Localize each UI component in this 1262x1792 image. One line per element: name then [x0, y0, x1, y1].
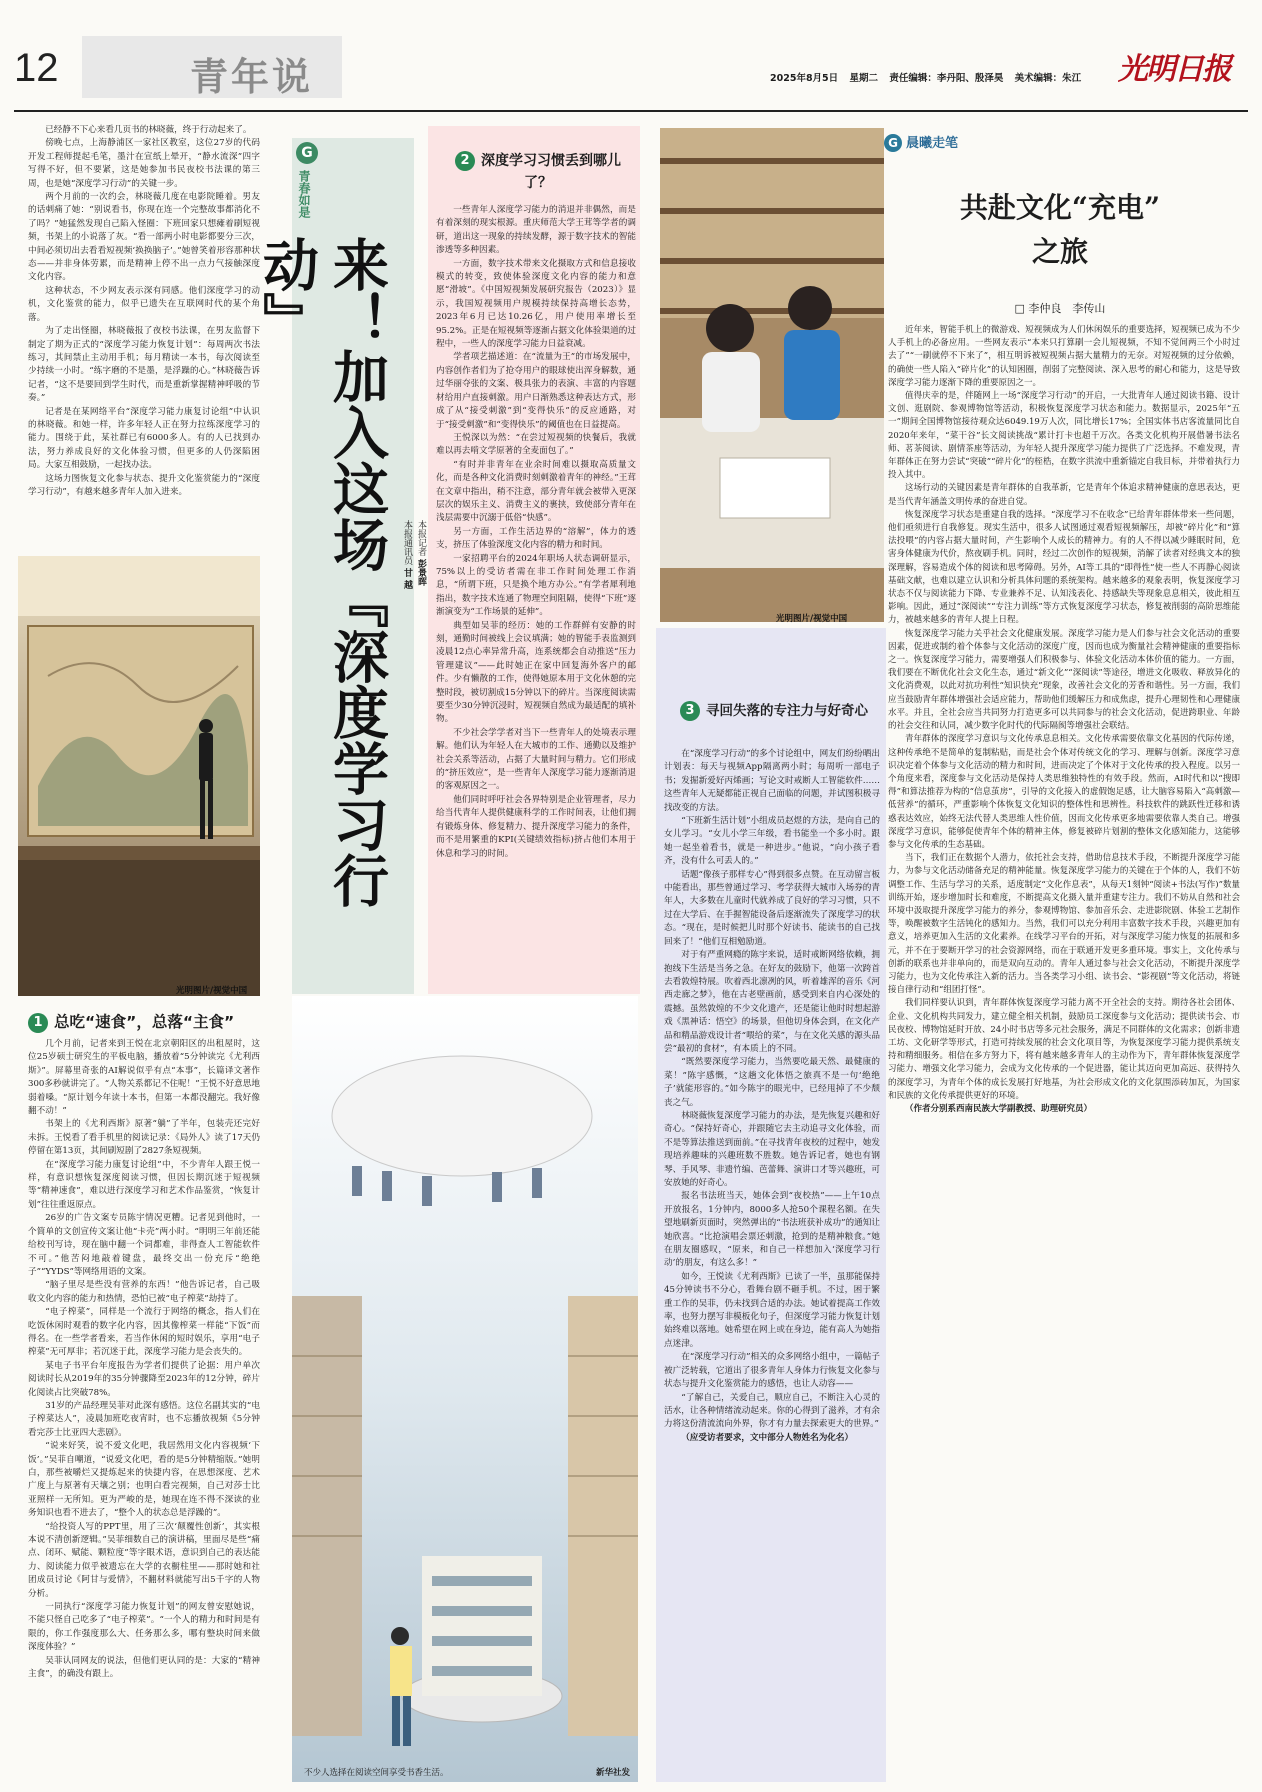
paragraph: 对于有严重网瘾的陈宇来说，适时戒断网络依赖，拥抱线下生活是当务之急。在好友的鼓励下，他第一次跨首去看敦煌特展。吹着西北凛冽的风，听着雄浑的音乐《河西走廊之梦》，他在古老壁画前，感受到来自内心深处的震撼。虽然敦煌的不少文化遗产，还是能让他时时想起游戏《黑神话：悟空》的场景，但他切身体会到，在文化产品和精品游戏设计者“喂给的菜”，与在文化关感的源头品尝“最初的食材”，有本质上的不同。 — [664, 950, 880, 1054]
subsection-title-3 — [676, 700, 872, 722]
paragraph: 书架上的《尤利西斯》原著“躺”了半年，包装壳还完好未拆。王悦看了看手机里的阅读记录：《局外人》读了17天仍停留在第13页，其间刷短剧了2827条短视频。 — [28, 1119, 260, 1157]
subsection-number: 3 — [680, 701, 700, 721]
subsection-title-1 — [28, 1010, 263, 1033]
paragraph: 26岁的广告文案专员陈宇情况更糟。记者见到他时，一个简单的文创宣传文案让他“卡壳”两小时。“明明三年前还能给校刊写诗，现在脑中翻一个词都难，非得查人工智能软件不可。”他苦闷地敲着键盘，最终交出一份充斥“绝绝子”“YYDS”等网络用语的文案。 — [28, 1213, 260, 1277]
article-section-1 — [28, 1038, 260, 1782]
paragraph: 吴菲认同网友的说法，但他们更认同的是：大家的“精神主食”，的确没有跟上。 — [28, 1655, 260, 1680]
paragraph: 恢复深度学习能力关乎社会文化健康发展。深度学习能力是人们参与社会文化活动的重要因素，促进或制约着个体参与文化活动的深度广度，因而也成为衡量社会精神健康的重要指标之一。恢复深度学习能力，需要增强人们积极参与、体验文化活动本体价值的能力。一方面，我们要在不断优化社会文化生态，通过“新文化”“深阅读”等途径，增进文化吸收、释放异化的文化消费观，以此对抗功利性“知识快充”现象，改善社会文化的芳香和谐性。另一方面，我们应当鼓励青年群体增强社会适应能力，帮助他们缓解压力和成焦虑，提升心理韧性和心理健康水平。并且，全社会应当共同努力打造更多可以共同参与的社会文化活动，促进跨职业、年龄的社会交往和认同，减少数字化时代的代际隔阂等增强社会联结。 — [888, 628, 1240, 732]
paragraph: “有时并非青年在业余时间难以摄取高质量文化，而是各种文化消费时刻刺激着青年的神经。”王茸在文章中指出，稍不注意，部分青年就会被带入更深层次的娱乐主义、消费主义的裹挟，致使部分青年在浅层需要中沉溺于低俗“快感”。 — [436, 459, 636, 524]
essay-title-line: 共赴文化“充电” — [959, 191, 1161, 224]
subsection-number: 1 — [28, 1013, 48, 1033]
byline-role: 本报记者 — [416, 520, 426, 556]
photo-credit: 新华社发 — [596, 1768, 631, 1778]
main-headline: 来！加入这场『深度学习行动』 — [254, 236, 390, 908]
paragraph: 值得庆幸的是，伴随网上一场“深度学习行动”的开启，一大批青年人通过阅读书籍、设计文创、逛剧院、参观博物馆等活动，积极恢复深度学习状态和能力。数据显示，2025年“五一”期间全国博物馆接待观众达6049.19万人次，同比增长17%；全国实体书店客流量同比自2020年来年，“菜干谷”长文阅读挑战“累计打卡也超千万次。各类文化机构开展借暑书法名师、茗茶阅读、剧情茶座等活动，为年轻人提升深度学习能力提供了广泛选择。不难发现，青年群体正在努力尝试“突破”“碎片化”的桎梏，在数字洪流中重新锚定自我目标，并带着执行力投入其中。 — [888, 391, 1240, 481]
article-section-3 — [664, 748, 880, 1778]
paragraph: 这种状态，不少网友表示深有同感。他们深度学习的动机，文化鉴赏的能力，似乎已遗失在互联网时代的某个角落。 — [28, 285, 260, 323]
paragraph: 在“深度学习行动”的多个讨论组中，网友们纷纷晒出计划表：每天与视频App隔离两小时；每周听一部电子书；发掘新爱好丙烯画；写论文时戒断人工智能软件……这些青年人无疑都能正视自己面临的问题，并试图积极寻找改变的方法。 — [664, 749, 880, 813]
newspaper-logo: 光明日报 — [1118, 52, 1230, 87]
byline-role: 本报通讯员 — [402, 520, 412, 565]
header-rule — [14, 110, 1248, 112]
photo-caption: 不少人选择在阅读空间享受书香生活。 — [304, 1768, 449, 1778]
essay-title — [890, 186, 1230, 274]
page-number: 12 — [14, 46, 59, 90]
paragraph: 记者是在某网络平台“深度学习能力康复讨论组”中认识的林晓薇。和她一样，许多年轻人正在努力拉练深度学习的能力。围绕于此，某社群已有6000多人。有的人已找到办法，努力养成良好的文化体验习惯，但更多的人仍深陷困局。大家互相鼓励，一起找办法。 — [28, 406, 260, 471]
paragraph: “电子榨菜”，同样是一个流行于网络的概念，指人们在吃饭休闲时观看的数字化内容，因其像榨菜一样能“下饭”而得名。在一些学者看来，若当作休闲的短时娱乐，享用“电子榨菜”无可厚非；若沉迷于此，深度学习能力是会丧失的。 — [28, 1307, 260, 1358]
subsection-heading: 寻回失落的专注力与好奇心 — [706, 703, 868, 719]
essay-authors: □ 李仲良 李传山 — [1014, 302, 1106, 315]
paragraph: “脑子里尽是些没有营养的东西！”他告诉记者，自己吸收文化内容的能力和热情，恐怕已被“电子榨菜”劫持了。 — [28, 1280, 260, 1304]
note: （作者分别系西南民族大学副教授、助理研究员） — [905, 1103, 1093, 1114]
subsection-title-2 — [448, 150, 628, 194]
paragraph: “给投资人写的PPT里，用了三次‘颠覆性创新’，其实根本说不清创新逻辑。”吴菲细数自己的演讲稿，里面尽是些“痛点、闭环、赋能、颗粒度”等字眼术语，意识到自己的表达能力、阅读能力似乎被遗忘在大学的衣橱柱里——那时她和社团成员讨论《阿甘与爱情》，不翻材料就能写出5千字的人物分析。 — [28, 1521, 260, 1599]
issue-weekday: 星期二 — [849, 73, 878, 84]
art-editor: 美术编辑：朱江 — [1014, 73, 1082, 84]
paragraph: 某电子书平台年度报告为学者们提供了论据：用户单次阅读时长从2019年的35分钟骤降至2023年的12分钟，碎片化阅读占比突破78%。 — [28, 1360, 260, 1398]
paragraph: “说来好笑，说不爱文化吧，我居然用文化内容视频‘下饭’。”吴菲自嘲道，“说爱文化吧，看的是5分钟精缩版。”她明白，那些被嚼烂又提炼起来的快捷内容，在思想深度、艺术广度上与原著有天壤之别；也明白看完视频，自己对莎士比亚照样一无所知。更为严峻的是，她现在连不得不深读的业务知识也看不进去了，“整个人的状态总是浮躁的”。 — [28, 1441, 260, 1519]
column-logo-icon: G — [296, 142, 318, 164]
paragraph: 31岁的产品经理吴菲对此深有感悟。这位名副其实的“电子榨菜达人”，凌晨加班吃夜宵时，也不忘播放视频《5分钟看完莎士比亚四大悲剧》。 — [28, 1400, 260, 1438]
paragraph: 不少社会学学者对当下一些青年人的处境表示理解。他们认为年轻人在大城市的工作、通勤以及维护社会关系等活动，占据了大量时间与精力。它们形成的“挤压效应”，是一些青年人深度学习能力逐渐消退的客观原因之一。 — [436, 727, 636, 792]
paragraph: 另一方面，工作生活边界的“溶解”，体力的透支，挤压了体验深度文化内容的精力和时间。 — [436, 526, 636, 551]
column-logo-icon: G — [884, 134, 902, 152]
essay-body — [888, 324, 1240, 1784]
paragraph: 报名书法班当天，她体会到“夜校热”——上午10点开放报名，1分钟内，8000多人抢50个课程名额。在失望地刷新页面时，突然弹出的“书法班获补成功”的通知让她欣喜。“比抢演唱会票还刺激，抢到的是精神粮食。”她在朋友圈感叹，“原来，和自己一样想加入‘深度学习行动’的朋友，有这么多！” — [664, 1191, 880, 1269]
paragraph: 典型如吴菲的经历：她的工作群鲜有安静的时刻，通勤时间被线上会议填满；她的智能手表监测到凌晨12点心率异常升高，连系统都会自动推送“压力管理建议”——此时她正在家中回复海外客户的邮件。少有懒散的工作，使得她原本用于文化休憩的完整时段，被切割成15分钟以下的碎片。当深度阅读需要至少30分钟沉浸时，短视频自然成为最适配的填补物。 — [436, 620, 636, 725]
article-intro — [28, 124, 260, 546]
paragraph: 林晓薇恢复深度学习能力的办法，是先恢复兴趣和好奇心。“保持好奇心，并跟随它去主动追寻文化体验，而不是等算法推送到面前。”在寻找青年夜校的过程中，她发现培养趣味的兴趣班数不胜数。她告诉记者，她也有钢琴、手风琴、非遗竹编、芭蕾舞、演讲口才等兴趣班，可安放她的好奇心。 — [664, 1110, 880, 1188]
paragraph: 王悦深以为然：“在尝过短视频的快餐后，我就难以再去啃文学原著的全麦面包了。” — [436, 432, 636, 457]
article-section-2 — [436, 204, 636, 988]
paragraph: 如今，王悦读《尤利西斯》已读了一半，虽那能保持45分钟读书不分心，看舞台剧不砸手机。不过，困于繁重工作的吴菲，仍未找到合适的办法。她试着提高工作效率，也努力摆写非模板化句子，但深度学习能力恢复计划始终难以落地。她希望在网上或在身边，能有高人为她指点迷津。 — [664, 1271, 880, 1349]
byline-name: 甘 越 — [402, 567, 412, 590]
photo-museum-visitor — [18, 556, 260, 996]
paragraph: 他们同时呼吁社会各界特别是企业管理者，尽力给当代青年人提供健康科学的工作时间表，让他们拥有锻炼身体、修复精力、提升深度学习能力的条件，而不是用繁重的KPI(关键绩效指标)挤占他们本用于休息和学习的时间。 — [436, 794, 636, 859]
subsection-heading: 总吃“速食”，总落“主食” — [54, 1013, 235, 1031]
paragraph: “既然要深度学习能力，当然要吃最天然、最健康的菜！”陈宇感慨，“这趟文化体悟之旅真不是一句‘绝绝子’就能形容的。”如今陈宇的眼光中，已经甩掉了不少颓丧之气。 — [664, 1057, 880, 1108]
paragraph: 学者项艺描述道：在“流量为王”的市场发展中，内容创作者们为了抢夺用户的眼球使出浑身解数，通过华丽夺张的文案、极具张力的表演、丰富的内容题材给用户直接刺激。用户日渐熟悉这种表达方式，形成了从“接受刺激”到“变得快乐”的反应通路，对于“接受刺激”和“变得快乐”的阈值也在日益提高。 — [436, 352, 636, 430]
subsection-heading: 深度学习习惯丢到哪儿了？ — [481, 153, 621, 191]
editors: 责任编辑：李丹阳、殷泽昊 — [889, 73, 1004, 84]
subsection-number: 2 — [455, 151, 475, 171]
photo-credit: 光明图片/视觉中国 — [176, 986, 248, 996]
paragraph: 一方面，数字技术带来文化摄取方式和信息接收模式的转变，致使体验深度文化内容的能力和意愿“滑坡”。《中国短视频发展研究报告（2023）》显示，我国短视频用户规模持续保持高增长态势，2023年6月已达10.26亿，用户使用率增长至95.2%。正是在短视频等逐渐占据文化体验渠道的过程中，一些人的深度学习能力日益衰减。 — [436, 258, 636, 350]
byline — [400, 520, 428, 990]
paragraph: 当下，我们正在数据个人潜力，依托社会支持，借助信息技术手段，不断提升深度学习能力，为参与文化活动储备充足的精神能量。恢复深度学习能力的关键在于个体的人，我们不妨调整工作、生活与学习的关系，适度制定“文化作息表”，从每天1刻钟“阅读+书法(写作)”数量训练开始，逐步增加时长和难度，不断提高文化摄入量并重建专注力。我们不妨从自然和社会环境中汲取提升深度学习能力的养分，参观博物馆、参加音乐会、走进影院剧、体验工艺制作等，唤醒被数字生活钝化的感知力。当然，我们可以充分利用丰富数字技术手段，兴趣更加有意义，培养更加入生活的文化素养。在线学习平台的开拓，对与深度学习能力恢复的拓展和多元，并不在于要断开学习的社会资源网络，而在于联通开发更多重环境。事实上，文化传承与创新的联系也并非单向的，而是双向互动的。青年人通过参与社会文化活动，不断提升深度学习能力，也为文化传承注入新的活力。当各类学习小组、读书会、“影视剧”等文化活动，将链接自律行动和“组团打怪”。 — [888, 853, 1240, 996]
paragraph: 青年群体的深度学习意识与文化传承息息相关。文化传承需要依靠文化基因的代际传递，这种传承绝不是简单的复制粘贴，而是社会个体对传统文化的学习、理解与创新。深度学习意识决定着个体参与文化活动的精力和时间，进而决定了个体对于文化传承的投入程度。以另一个角度来看，深度参与文化活动是保持人类思维独特性的有效手段。然而，AI时代和以“搜即得”和算法推荐为构的“信息茧房”，引导的文化接入的虚假饱足感，让大脑容易陷入“高刺激—低营养”的循环，严重影响个体恢复文化知识的整体性和思辨性。科技软件的跳跃性迁移和诱惑表达效应，始终无法代替人类思维人性价值，因而文化传承更多地需要依靠人类自己。增强深度学习意识，能够促使青年个体的精神主体，修复被碎片划割的整体文化感知能力，这能够参与文化传承的生态基础。 — [888, 734, 1240, 850]
photo-students-library — [660, 128, 884, 622]
paragraph: 在“深度学习行动”相关的众多网络小组中，一篇帖子被广泛转载，它道出了很多青年人身体力行恢复文化参与状态与提升文化鉴赏能力的感悟，也让人动容—— — [664, 1352, 880, 1390]
paragraph: 两个月前的一次约会，林晓薇几度在电影院睡着。男友的话刺痛了她：“别说看书，你现在连一个完整故事都消化不了吗？”她猛然发现自己陷入怪圈：下班回家只想瘫着刷短视频，书架上的小说落了灰。“看一部两小时电影都要分三次，中间必须切出去看看短视频‘换换脑子’。”她曾笑着形容那种状态——并非身体劳累，而是精神上停不出一点力气接触深度文化内容。 — [28, 192, 260, 283]
paragraph: 这场行动的关键因素是青年群体的自我革新，它是青年个体追求精神健康的意思表达，更是当代青年涵盖文明传承的奋进自觉。 — [888, 483, 1240, 507]
photo-credit: 光明图片/视觉中国 — [776, 614, 848, 624]
photo-bookstore — [292, 996, 638, 1782]
paragraph: 在“深度学习能力康复讨论组”中，不少青年人跟王悦一样，有意识想恢复深度阅读习惯，但因长期沉迷于短视频等“精神速食”，难以进行深度学习和艺术作品鉴赏，“恢复计划”往往重返原点。 — [28, 1159, 260, 1210]
paragraph: 一些青年人深度学习能力的消退并非偶然，而是有着深刻的现实根源。重庆师范大学王茸等学者的调研，道出这一现象的持续发酵，源于数字技术的智能渗透等多种因素。 — [436, 205, 636, 256]
paragraph: 几个月前，记者来到王悦在北京朝阳区的出租屋时，这位25岁硕士研究生的平板电脑，播放着“5分钟读完《尤利西斯》”。屏幕里奇张的AI解说似乎有点“本事”，长篇译文著作300多秒就讲完了。“人物关系都记不住呢！”王悦不好意思地弱着嗓。“原计划今年读十本书，但第一本都没翻完。我好像翻不动！” — [28, 1039, 260, 1117]
paragraph: “下班新生活计划”小组成员赵煜的方法，是向自己的女儿学习。“女儿小学三年级，看书能坐一个多小时。跟她一起坐着看书，就是一种进步。”他说，“向小孩子看齐，没有什么可丢人的。” — [664, 816, 880, 867]
paragraph: 近年来，智能手机上的微游戏、短视频成为人们休闲娱乐的重要选择，短视频已成为不少人手机上的必备应用。一些网友表示“本来只打算刷一会儿短视频，不知不觉间两三个小时过去了”“一刷就停不下来了”，相互明诉被短视频占据大量精力的无奈。对短视频的过分依赖，的确使一些人陷入“碎片化”的认知困圈，削弱了完整阅读、深入思考的耐心和能力，这是导致深度学习能力逐渐下降的重要原因之一。 — [888, 325, 1240, 388]
header-meta — [770, 70, 1089, 84]
paragraph: 恢复深度学习状态是重建自我的选择。“深度学习不在收念”已给青年群体带来一些问题，他们亟须进行自我修复。现实生活中，很多人试图通过观看短视频解压，却被“碎片化”和“算法投喂”的内容占据大量时间，产生影响个人成长的精神力。有的人不得以减少睡眠时间，危害身体健康为代价，熬夜刷手机。同时，经过二次创作的短视频，消解了读者对经典文本的独深理解，容易造成个体的阅读和思考障碍。另外，AI等工具的“即得性”使一些人不再静心阅读基础文献，也难以建立认识和分析具体问题的系统架构。越来越多的观象表明，恢复深度学习状态不仅与阅读能力下降、专业兼养不足、认知浅表化、持感缺失等现象息息相关，彼此相互影响。因此，通过“深阅读”“专注力训练”等方式恢复深度学习状态，修复被削弱的高阶思维能力，被越来越多的青年人提上日程。 — [888, 509, 1240, 626]
paragraph: 一家招聘平台的2024年职场人状态调研显示，75%以上的受访者需在非工作时间处理工作消息，“所谓下班，只是换个地方办公。”有学者犀利地指出，数字技术连通了物理空间阻隔，使得“下班”逐渐演变为“工作场景的延伸”。 — [436, 553, 636, 618]
column-kicker — [884, 132, 958, 152]
column-kicker: 青春如是 — [297, 170, 311, 218]
paragraph: 傍晚七点，上海静浦区一家社区教室，这位27岁的代码开发工程师提起毛笔，墨汁在宣纸上晕开，“静水流深”四字写得不好，但不要紧，这是她参加书民夜校书法课的第三周，也是她“深度学习行动”的关键一步。 — [28, 138, 260, 189]
issue-date: 2025年8月5日 — [770, 73, 839, 84]
paragraph: 这场力图恢复文化参与状态、提升文化鉴赏能力的“深度学习行动”，有越来越多青年人加入进来。 — [28, 473, 260, 497]
paragraph: 为了走出怪圈，林晓薇报了夜校书法课，在男友监督下制定了期为正式的“深度学习能力恢复计划”：每周两次书法练习，其间禁止主动用手机；每月精读一本书，每次阅读至少持续一小时。“练字磨的不是墨，是浮躁的心。”林晓薇告诉记者，“这不是要回到学生时代，而是重新掌握精神呼吸的节奏。” — [28, 326, 260, 404]
paragraph: 话题“像孩子那样专心”得到很多点赞。在互动留言板中能看出，那些曾通过学习、考学获得大城市入场券的青年人，大多数在儿童时代就养成了良好的学习习惯，只不过在大学后、在手握智能设备后逐渐流失了深度学习的状态。“现在，是时候把儿时那个好读书、能读书的自己找回来了！”他们互相勉励道。 — [664, 869, 880, 947]
column-kicker-label: 晨曦走笔 — [906, 136, 959, 151]
paragraph: “了解自己，关爱自己，顺应自己，不断注入心灵的活水，让各种情绪流动起来。你的心得到了滋养，才有余力将这份清流流向外界，你才有力量去探索更大的世界。” — [664, 1392, 880, 1430]
byline-name: 彭景晖 — [416, 558, 426, 586]
paragraph: 一同执行“深度学习能力恢复计划”的网友曾安慰她说，不能只怪自己吃多了“电子榨菜”。“一个人的精力和时间是有限的，你工作强度那么大、任务那么多，哪有整块时间来做深度体验？” — [28, 1602, 260, 1653]
essay-title-line: 之旅 — [1031, 235, 1088, 268]
paragraph: 我们同样要认识到，青年群体恢复深度学习能力离不开全社会的支持。期待各社会团体、企业、文化机构共同发力，建立健全相关机制，鼓励员工深度参与文化活动；提供读书会、市民夜校、博物馆延时开放、24小时书店等多元社会服务，满足不同群体的文化需求；创新非遗工坊、文化研学等形式，打造可持续发展的社会文化项目等，为恢复深度学习能力提供系统支持和精细服务。相信在多方努力下，将有越来越多青年人的主动作为下，青年群体恢复深度学习能力、增强文化学习能力，会成为文化传承的一个促进器，能让其迈向更加高远、获得持久的深度学习，为青年个体的成长发展打好地基，为社会形成文化的文化氛围添砖加瓦，为国家和民族的文化传承提供更好的环境。 — [888, 998, 1240, 1101]
section-title: 青年说 — [190, 54, 314, 99]
note: （应受访者要求，文中部分人物姓名为化名） — [681, 1432, 854, 1443]
paragraph: 已经静不下心来看几页书的林晓薇，终于行动起来了。 — [45, 125, 252, 135]
